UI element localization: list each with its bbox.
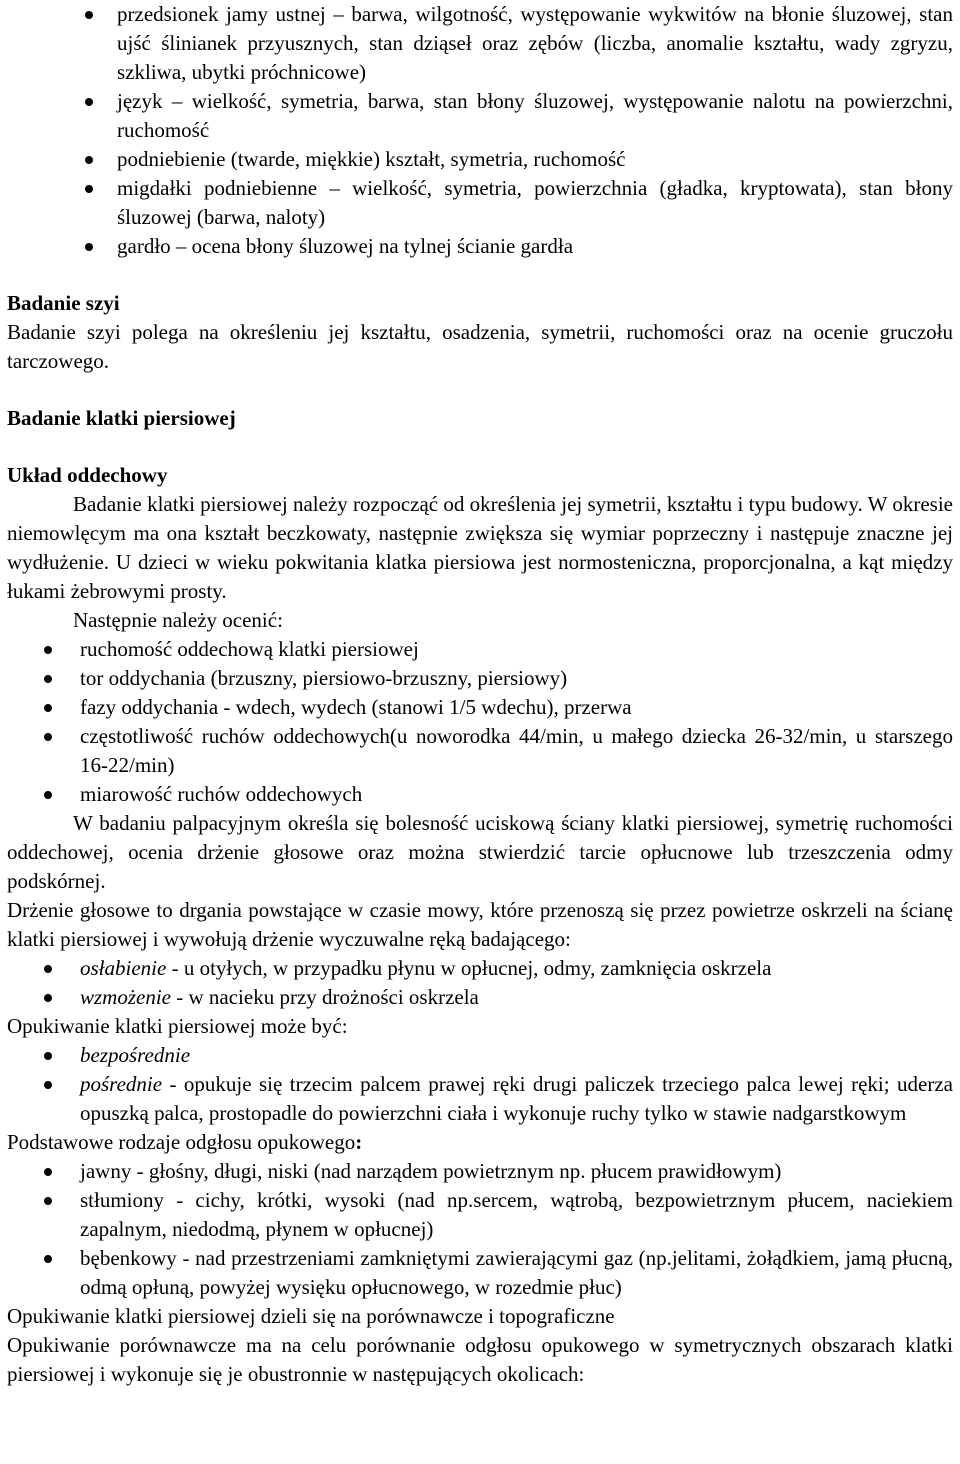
percussion-intro: Opukiwanie klatki piersiowej może być:: [7, 1014, 348, 1038]
bullet-icon: [85, 98, 93, 106]
list-item: jawny - głośny, długi, niski (nad narządem powietrznym np. płucem prawidłowym): [7, 1157, 953, 1186]
respiratory-paragraph: Badanie klatki piersiowej należy rozpocząć od określenia jej symetrii, kształtu i typu budowy. W okresie niemowlęcym ma ona kształt beczkowaty, następnie zwiększa się wymiar poprzeczny i następuje znaczne jej wydłużenie. U dzieci w wieku pokwitania klatka piersiowa jest normosteniczna, proporcjonalna, a kąt między łukami żebrowymi prosty.: [7, 492, 953, 603]
list-item: osłabienie - u otyłych, w przypadku płynu w opłucnej, odmy, zamknięcia oskrzela: [7, 954, 953, 983]
palpation-paragraph: W badaniu palpacyjnym określa się bolesność uciskową ściany klatki piersiowej, symetrię ruchomości oddechowej, ocenia drżenie głosowe oraz można stwierdzić tarcie opłucnowe lub trzeszczenia odmy podskórnej.: [7, 811, 953, 893]
bullet-icon: [44, 646, 52, 654]
bullet-icon: [85, 156, 93, 164]
list-item: język – wielkość, symetria, barwa, stan błony śluzowej, występowanie nalotu na powierzchni, ruchomość: [7, 87, 953, 145]
tremor-list: [7, 954, 953, 1012]
sound-types-intro: Podstawowe rodzaje odgłosu opukowego:: [7, 1130, 363, 1154]
percussion-division: Opukiwanie klatki piersiowej dzieli się na porównawcze i topograficzne: [7, 1304, 615, 1328]
bullet-icon: [44, 994, 52, 1002]
bullet-icon: [44, 965, 52, 973]
list-item: bębenkowy - nad przestrzeniami zamkniętymi zawierającymi gaz (np.jelitami, żołądkiem, jamą płucną, odmą opłuną, powyżej wysięku opłucnowego, w rozedmie płuc): [7, 1244, 953, 1302]
bullet-icon: [44, 1168, 52, 1176]
bullet-icon: [44, 1255, 52, 1263]
list-item: stłumiony - cichy, krótki, wysoki (nad np.sercem, wątrobą, bezpowietrznym płucem, naciekiem zapalnym, niedodmą, płynem w opłucnej): [7, 1186, 953, 1244]
bullet-icon: [44, 704, 52, 712]
assess-intro: Następnie należy ocenić:: [73, 608, 283, 632]
list-item: ruchomość oddechową klatki piersiowej: [7, 635, 953, 664]
list-item: bezpośrednie: [7, 1041, 953, 1070]
bullet-icon: [85, 243, 93, 251]
comparative-percussion-paragraph: Opukiwanie porównawcze ma na celu porównanie odgłosu opukowego w symetrycznych obszarach klatki piersiowej i wykonuje się je obustronnie w następujących okolicach:: [7, 1333, 953, 1386]
vocal-tremor-paragraph: Drżenie głosowe to drgania powstające w czasie mowy, które przenoszą się przez powietrze oskrzeli na ścianę klatki piersiowej i wywołują drżenie wyczuwalne ręką badającego:: [7, 898, 953, 951]
bullet-icon: [44, 1052, 52, 1060]
oral-exam-list: [7, 0, 953, 261]
list-item: częstotliwość ruchów oddechowych(u noworodka 44/min, u małego dziecka 26-32/min, u starszego 16-22/min): [7, 722, 953, 780]
bullet-icon: [44, 675, 52, 683]
neck-heading: Badanie szyi: [7, 291, 120, 315]
bullet-icon: [85, 11, 93, 19]
list-item: pośrednie - opukuje się trzecim palcem prawej ręki drugi paliczek trzeciego palca lewej ręki; uderza opuszką palca, prostopadle do powierzchni ciała i wykonuje ruchy tylko w stawie nadgarstkowym: [7, 1070, 953, 1128]
chest-heading: Badanie klatki piersiowej: [7, 406, 236, 430]
neck-paragraph: Badanie szyi polega na określeniu jej kształtu, osadzenia, symetrii, ruchomości oraz na ocenie gruczołu tarczowego.: [7, 320, 953, 373]
bullet-icon: [44, 733, 52, 741]
list-item: gardło – ocena błony śluzowej na tylnej ścianie gardła: [7, 232, 953, 261]
list-item: fazy oddychania - wdech, wydech (stanowi 1/5 wdechu), przerwa: [7, 693, 953, 722]
bullet-icon: [85, 185, 93, 193]
list-item: wzmożenie - w nacieku przy drożności oskrzela: [7, 983, 953, 1012]
percussion-type-list: [7, 1041, 953, 1128]
list-item: miarowość ruchów oddechowych: [7, 780, 953, 809]
list-item: migdałki podniebienne – wielkość, symetria, powierzchnia (gładka, kryptowata), stan błony śluzowej (barwa, naloty): [7, 174, 953, 232]
respiratory-heading: Układ oddechowy: [7, 463, 168, 487]
assessment-list: [7, 635, 953, 809]
list-item: tor oddychania (brzuszny, piersiowo-brzuszny, piersiowy): [7, 664, 953, 693]
bullet-icon: [44, 791, 52, 799]
bullet-icon: [44, 1197, 52, 1205]
list-item: przedsionek jamy ustnej – barwa, wilgotność, występowanie wykwitów na błonie śluzowej, stan ujść ślinianek przyusznych, stan dziąseł oraz zębów (liczba, anomalie kształtu, wady zgryzu, szkliwa, ubytki próchnicowe): [7, 0, 953, 87]
list-item: podniebienie (twarde, miękkie) kształt, symetria, ruchomość: [7, 145, 953, 174]
sound-types-list: [7, 1157, 953, 1302]
bullet-icon: [44, 1081, 52, 1089]
